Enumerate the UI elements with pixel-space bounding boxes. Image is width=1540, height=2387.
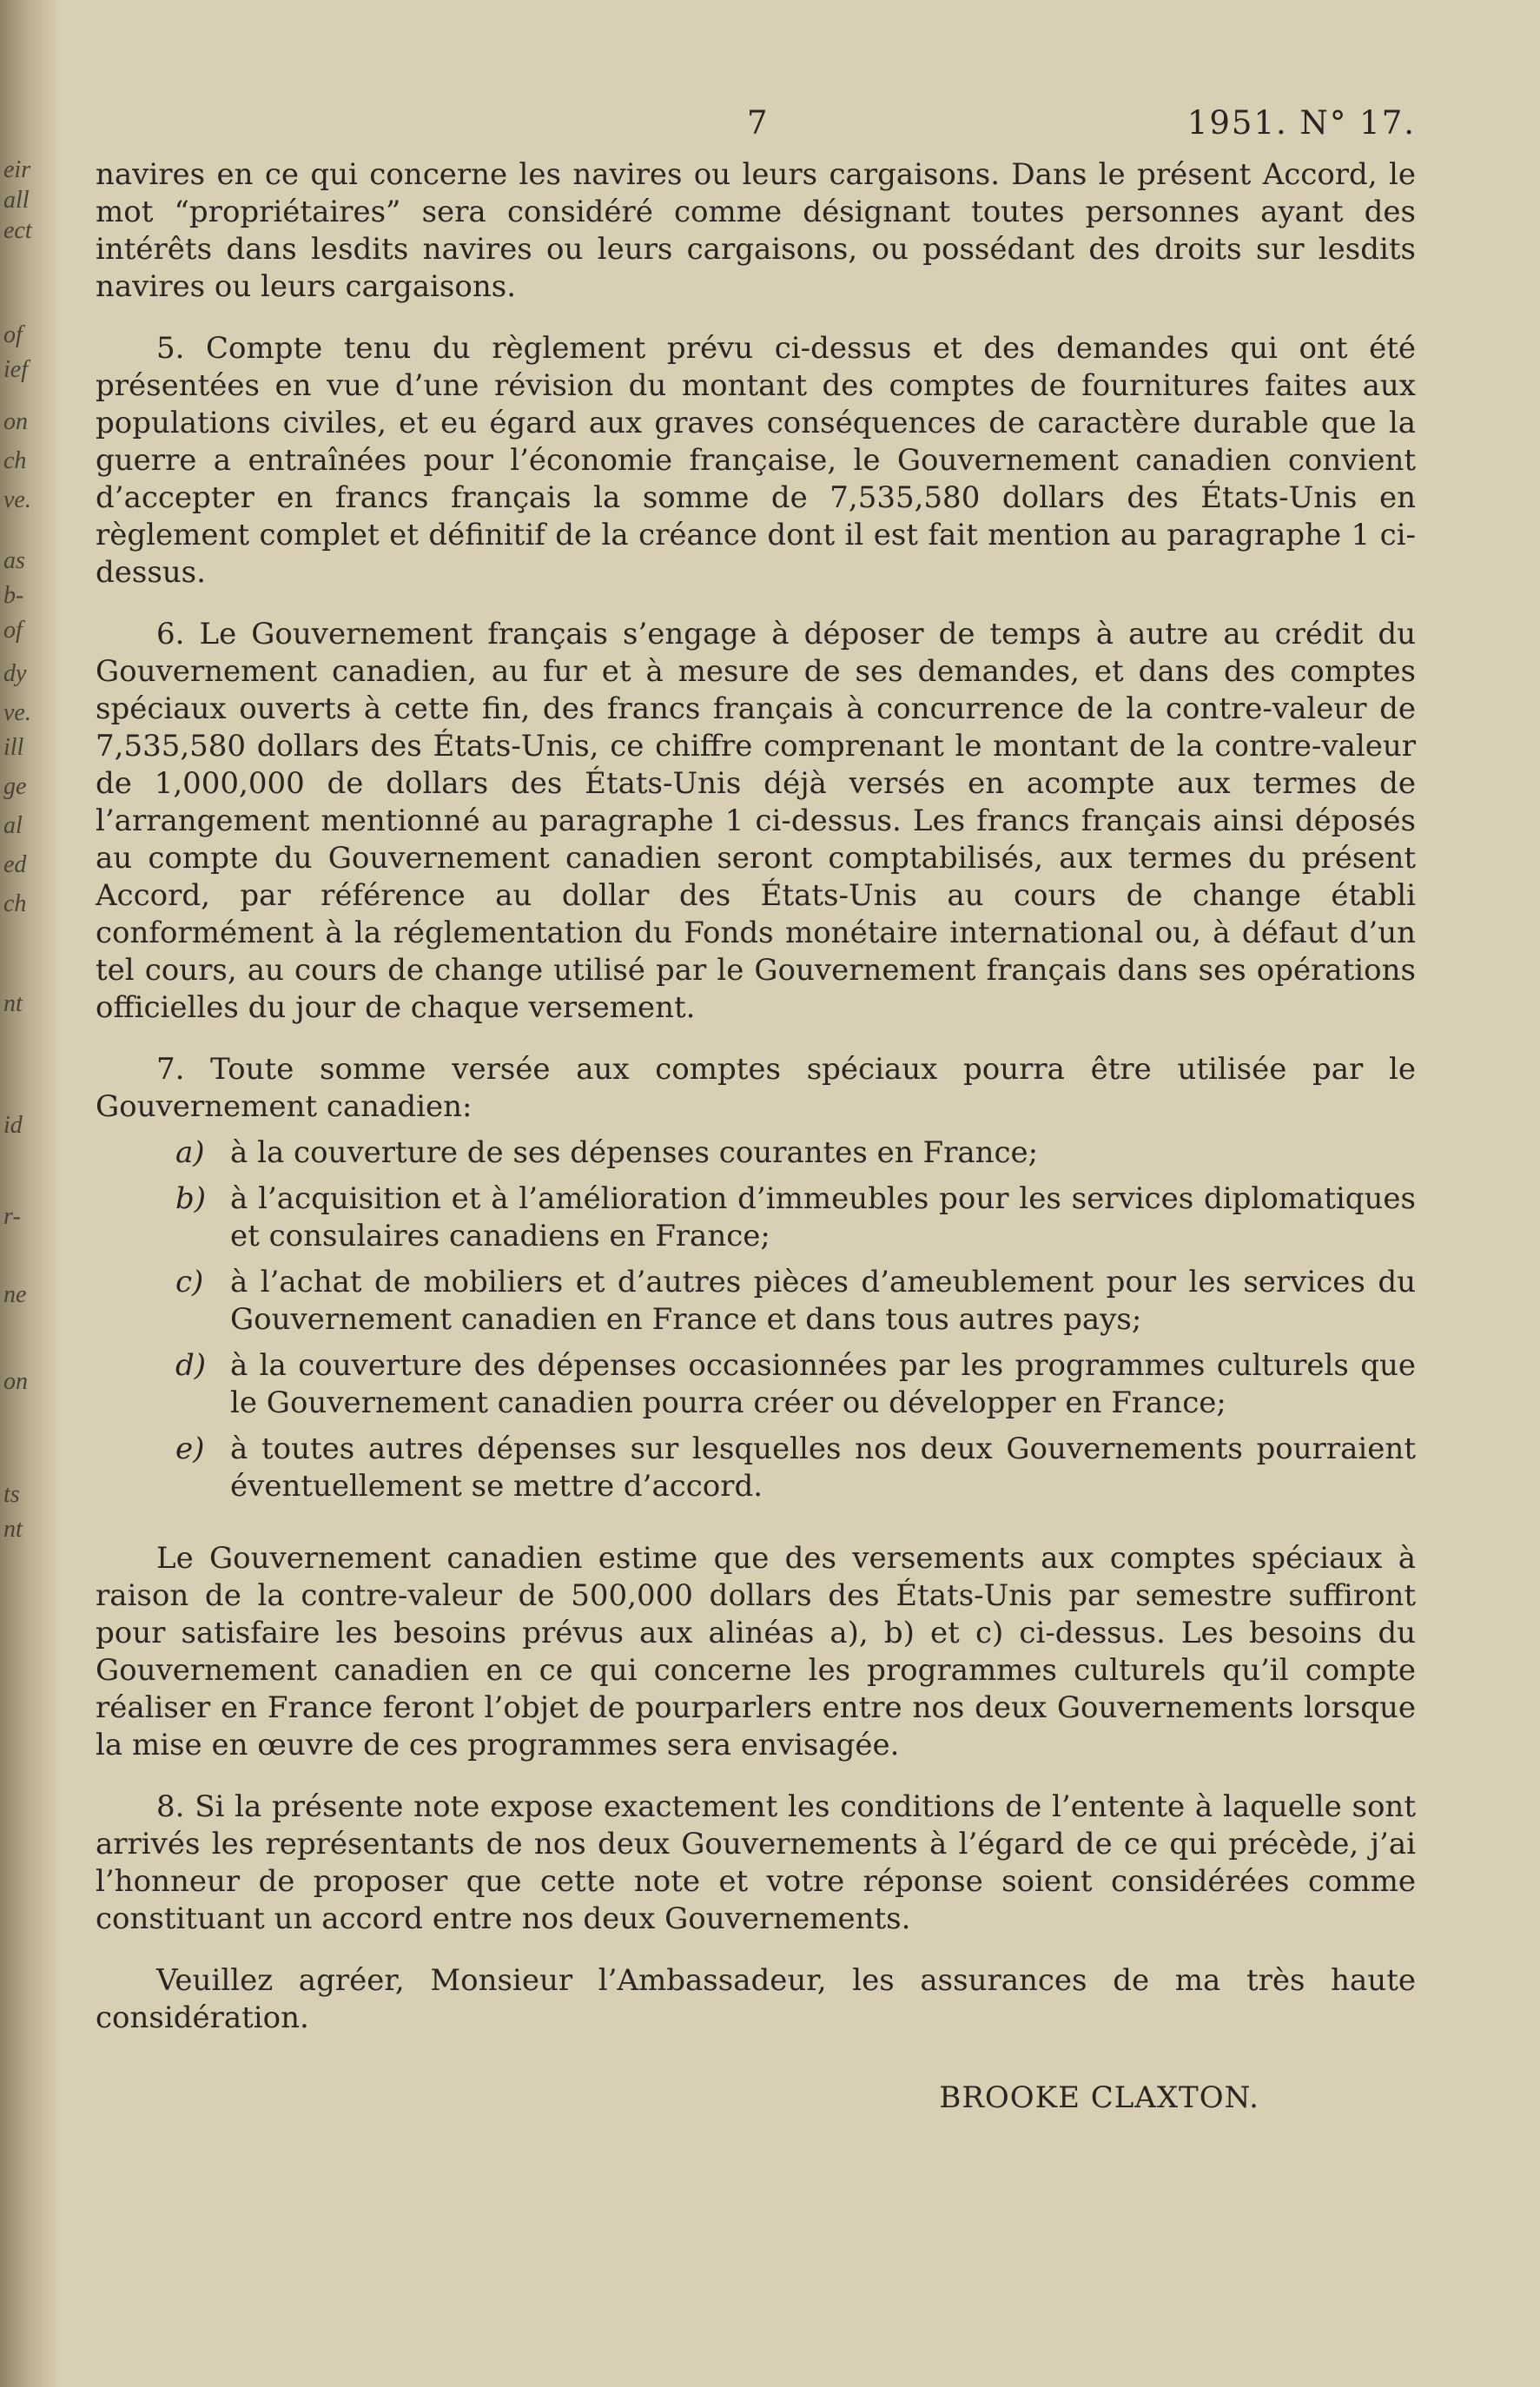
binding-fragment: of (3, 617, 23, 644)
item-text: à toutes autres dépenses sur lesquelles nos deux Gouvernements pourraient éventuellement se mettre d’accord. (230, 1432, 1416, 1504)
binding-fragment: ve. (3, 486, 31, 513)
paragraph-5: 5. Compte tenu du règlement prévu ci-dessus et des demandes qui ont été présentées en vue d’une révision du montant des comptes de fournitures faites aux populations civiles, et eu égard aux graves conséquences de caractère durable que la guerre a entraînées pour l’économie française, le Gouvernement canadien convient d’accepter en francs français la somme de 7,535,580 dollars des États-Unis en règlement complet et définitif de la créance dont il est fait mention au paragraphe 1 ci-dessus. (96, 331, 1416, 590)
binding-fragment: nt (3, 990, 23, 1017)
item-text: à la couverture de ses dépenses courantes en France; (230, 1135, 1039, 1170)
list-item (96, 1347, 1416, 1422)
page-header (96, 104, 1416, 156)
binding-fragment: nt (3, 1516, 23, 1543)
item-text: à la couverture des dépenses occasionnées par les programmes culturels que le Gouvernement canadien pourra créer ou développer en France; (230, 1348, 1416, 1420)
paragraph-7-continued: Le Gouvernement canadien estime que des versements aux comptes spéciaux à raison de la contre-valeur de 500,000 dollars des États-Unis par semestre suffiront pour satisfaire les besoins prévus aux alinéas a), b) et c) ci-dessus. Les besoins du Gouvernement canadien en ce qui concerne les programmes culturels qu’il compte réaliser en France feront l’objet de pourparlers entre nos deux Gouvernements lorsque la mise en œuvre de ces programmes sera envisagée. (96, 1541, 1416, 1762)
body-text (96, 156, 1416, 2037)
binding-fragment: of (3, 321, 23, 348)
item-label: d) (175, 1348, 207, 1383)
binding-fragment: r- (3, 1203, 21, 1230)
binding-fragment: al (3, 812, 23, 839)
binding-fragment: ge (3, 773, 27, 800)
binding-fragment: ne (3, 1281, 27, 1308)
paragraph-7: 7. Toute somme versée aux comptes spéciaux pourra être utilisée par le Gouvernement canadien: (96, 1052, 1416, 1124)
binding-fragment: ts (3, 1481, 20, 1508)
binding-edge (0, 0, 61, 2387)
page-number: 7 (747, 104, 770, 142)
binding-fragment: ill (3, 734, 24, 761)
binding-fragment: ief (3, 356, 28, 383)
document-page (96, 104, 1416, 2115)
binding-fragment: eir (3, 156, 31, 183)
item-label: e) (175, 1432, 205, 1466)
binding-fragment: ve. (3, 699, 31, 726)
binding-fragment: on (3, 1368, 28, 1395)
item-text: à l’achat de mobiliers et d’autres pièces d’ameublement pour les services du Gouvernement canadien en France et dans tous autres pays; (230, 1265, 1416, 1337)
signature: BROOKE CLAXTON. (939, 2080, 1259, 2115)
binding-fragment: ch (3, 447, 27, 474)
binding-fragment: ect (3, 217, 32, 244)
item-label: c) (175, 1265, 204, 1299)
item-label: a) (175, 1135, 205, 1170)
list-item (96, 1180, 1416, 1255)
item-label: b) (175, 1181, 207, 1216)
binding-fragment: dy (3, 660, 27, 687)
binding-fragment: as (3, 547, 25, 574)
list-item (96, 1264, 1416, 1339)
closing-formula: Veuillez agréer, Monsieur l’Ambassadeur, les assurances de ma très haute considération. (96, 1963, 1416, 2035)
list-item (96, 1134, 1416, 1172)
binding-fragment: id (3, 1112, 23, 1139)
paragraph-6: 6. Le Gouvernement français s’engage à déposer de temps à autre au crédit du Gouvernement canadien, au fur et à mesure de ses demandes, et dans des comptes spéciaux ouverts à cette fin, des francs français à concurrence de la contre-valeur de 7,535,580 dollars des États-Unis, ce chiffre comprenant le montant de la contre-valeur de 1,000,000 de dollars des États-Unis déjà versés en acompte aux termes de l’arrangement mentionné au paragraphe 1 ci-dessus. Les francs français ainsi déposés au compte du Gouvernement canadien seront comptabilisés, aux termes du présent Accord, par référence au dollar des États-Unis au cours de change établi conformément à la réglementation du Fonds monétaire international ou, à défaut d’un tel cours, au cours de change utilisé par le Gouvernement français dans ses opérations officielles du jour de chaque versement. (96, 617, 1416, 1025)
list-item (96, 1431, 1416, 1505)
item-text: à l’acquisition et à l’amélioration d’immeubles pour les services diplomatiques et consulaires canadiens en France; (230, 1181, 1416, 1253)
binding-fragment: ch (3, 890, 27, 917)
binding-fragment: ed (3, 851, 27, 878)
item-list (96, 1134, 1416, 1505)
paragraph-intro: navires en ce qui concerne les navires ou leurs cargaisons. Dans le présent Accord, le mot “propriétaires” sera considéré comme désignant toutes personnes ayant des intérêts dans lesdits navires ou leurs cargaisons, ou possédant des droits sur lesdits navires ou leurs cargaisons. (96, 157, 1416, 304)
paragraph-8: 8. Si la présente note expose exactement les conditions de l’entente à laquelle sont arrivés les représentants de nos deux Gouvernements à l’égard de ce qui précède, j’ai l’honneur de proposer que cette note et votre réponse soient considérées comme constituant un accord entre nos deux Gouvernements. (96, 1789, 1416, 1936)
binding-fragment: on (3, 408, 28, 435)
binding-fragment: all (3, 187, 30, 214)
binding-fragment: b- (3, 582, 24, 609)
document-reference: 1951. N° 17. (1186, 104, 1416, 142)
